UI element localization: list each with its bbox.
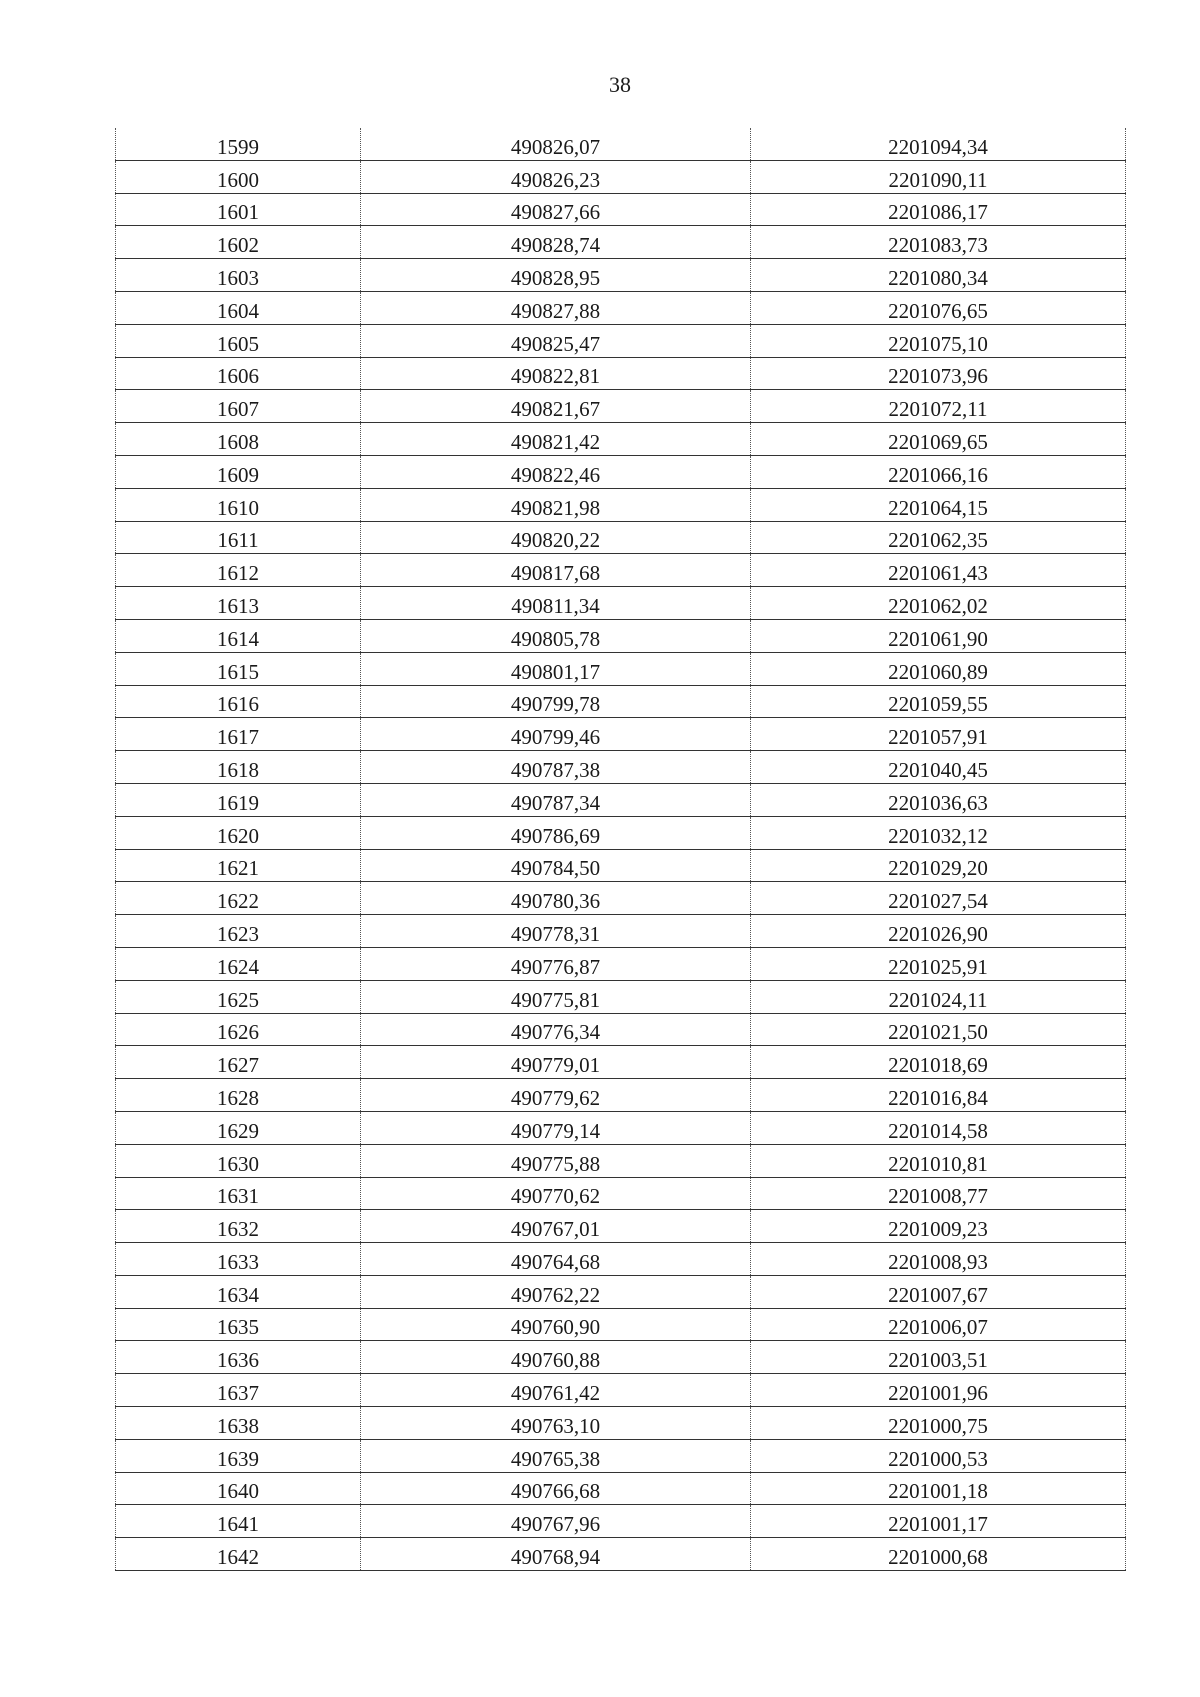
- y-coordinate-cell: 2201072,11: [751, 390, 1126, 423]
- x-coordinate-cell: 490768,94: [361, 1538, 751, 1571]
- point-number-cell: 1631: [116, 1177, 361, 1210]
- point-number-cell: 1622: [116, 882, 361, 915]
- point-number-cell: 1600: [116, 160, 361, 193]
- y-coordinate-cell: 2201001,96: [751, 1374, 1126, 1407]
- point-number-cell: 1613: [116, 587, 361, 620]
- table-row: [116, 652, 1126, 685]
- y-coordinate-cell: 2201066,16: [751, 455, 1126, 488]
- x-coordinate-cell: 490766,68: [361, 1472, 751, 1505]
- y-coordinate-cell: 2201080,34: [751, 259, 1126, 292]
- table-row: [116, 160, 1126, 193]
- table-row: [116, 1275, 1126, 1308]
- y-coordinate-cell: 2201006,07: [751, 1308, 1126, 1341]
- point-number-cell: 1628: [116, 1079, 361, 1112]
- x-coordinate-cell: 490775,88: [361, 1144, 751, 1177]
- page-number: 38: [609, 72, 631, 97]
- table-row: [116, 1144, 1126, 1177]
- table-row: [116, 1013, 1126, 1046]
- coordinates-table: [115, 128, 1126, 1571]
- x-coordinate-cell: 490822,46: [361, 455, 751, 488]
- table-row: [116, 423, 1126, 456]
- x-coordinate-cell: 490826,23: [361, 160, 751, 193]
- table-row: [116, 783, 1126, 816]
- table-row: [116, 1210, 1126, 1243]
- point-number-cell: 1619: [116, 783, 361, 816]
- table-row: [116, 1538, 1126, 1571]
- y-coordinate-cell: 2201086,17: [751, 193, 1126, 226]
- x-coordinate-cell: 490828,74: [361, 226, 751, 259]
- x-coordinate-cell: 490767,96: [361, 1505, 751, 1538]
- x-coordinate-cell: 490811,34: [361, 587, 751, 620]
- point-number-cell: 1615: [116, 652, 361, 685]
- x-coordinate-cell: 490761,42: [361, 1374, 751, 1407]
- table-row: [116, 718, 1126, 751]
- table-row: [116, 357, 1126, 390]
- y-coordinate-cell: 2201069,65: [751, 423, 1126, 456]
- table-row: [116, 947, 1126, 980]
- y-coordinate-cell: 2201090,11: [751, 160, 1126, 193]
- x-coordinate-cell: 490799,78: [361, 685, 751, 718]
- y-coordinate-cell: 2201036,63: [751, 783, 1126, 816]
- point-number-cell: 1604: [116, 291, 361, 324]
- point-number-cell: 1602: [116, 226, 361, 259]
- point-number-cell: 1611: [116, 521, 361, 554]
- y-coordinate-cell: 2201061,90: [751, 619, 1126, 652]
- y-coordinate-cell: 2201062,35: [751, 521, 1126, 554]
- table-row: [116, 455, 1126, 488]
- table-row: [116, 980, 1126, 1013]
- point-number-cell: 1601: [116, 193, 361, 226]
- y-coordinate-cell: 2201076,65: [751, 291, 1126, 324]
- point-number-cell: 1642: [116, 1538, 361, 1571]
- y-coordinate-cell: 2201059,55: [751, 685, 1126, 718]
- x-coordinate-cell: 490801,17: [361, 652, 751, 685]
- point-number-cell: 1603: [116, 259, 361, 292]
- point-number-cell: 1614: [116, 619, 361, 652]
- table-row: [116, 390, 1126, 423]
- y-coordinate-cell: 2201027,54: [751, 882, 1126, 915]
- y-coordinate-cell: 2201083,73: [751, 226, 1126, 259]
- x-coordinate-cell: 490821,42: [361, 423, 751, 456]
- y-coordinate-cell: 2201018,69: [751, 1046, 1126, 1079]
- x-coordinate-cell: 490786,69: [361, 816, 751, 849]
- table-row: [116, 1341, 1126, 1374]
- point-number-cell: 1624: [116, 947, 361, 980]
- table-row: [116, 554, 1126, 587]
- point-number-cell: 1617: [116, 718, 361, 751]
- y-coordinate-cell: 2201094,34: [751, 128, 1126, 160]
- point-number-cell: 1621: [116, 849, 361, 882]
- y-coordinate-cell: 2201021,50: [751, 1013, 1126, 1046]
- x-coordinate-cell: 490805,78: [361, 619, 751, 652]
- y-coordinate-cell: 2201060,89: [751, 652, 1126, 685]
- x-coordinate-cell: 490779,62: [361, 1079, 751, 1112]
- y-coordinate-cell: 2201000,75: [751, 1407, 1126, 1440]
- x-coordinate-cell: 490776,34: [361, 1013, 751, 1046]
- x-coordinate-cell: 490787,34: [361, 783, 751, 816]
- table-row: [116, 193, 1126, 226]
- y-coordinate-cell: 2201016,84: [751, 1079, 1126, 1112]
- table-row: [116, 587, 1126, 620]
- table-row: [116, 816, 1126, 849]
- y-coordinate-cell: 2201014,58: [751, 1111, 1126, 1144]
- x-coordinate-cell: 490778,31: [361, 915, 751, 948]
- y-coordinate-cell: 2201029,20: [751, 849, 1126, 882]
- y-coordinate-cell: 2201000,68: [751, 1538, 1126, 1571]
- y-coordinate-cell: 2201057,91: [751, 718, 1126, 751]
- y-coordinate-cell: 2201000,53: [751, 1439, 1126, 1472]
- y-coordinate-cell: 2201026,90: [751, 915, 1126, 948]
- point-number-cell: 1606: [116, 357, 361, 390]
- table-row: [116, 882, 1126, 915]
- x-coordinate-cell: 490770,62: [361, 1177, 751, 1210]
- x-coordinate-cell: 490821,98: [361, 488, 751, 521]
- table-row: [116, 1374, 1126, 1407]
- table-row: [116, 1308, 1126, 1341]
- table-row: [116, 1111, 1126, 1144]
- table-row: [116, 915, 1126, 948]
- point-number-cell: 1636: [116, 1341, 361, 1374]
- y-coordinate-cell: 2201032,12: [751, 816, 1126, 849]
- point-number-cell: 1637: [116, 1374, 361, 1407]
- coordinates-table-body: [116, 128, 1126, 1571]
- table-row: [116, 751, 1126, 784]
- table-row: [116, 685, 1126, 718]
- x-coordinate-cell: 490763,10: [361, 1407, 751, 1440]
- point-number-cell: 1610: [116, 488, 361, 521]
- table-row: [116, 1046, 1126, 1079]
- point-number-cell: 1641: [116, 1505, 361, 1538]
- x-coordinate-cell: 490779,14: [361, 1111, 751, 1144]
- y-coordinate-cell: 2201075,10: [751, 324, 1126, 357]
- x-coordinate-cell: 490775,81: [361, 980, 751, 1013]
- x-coordinate-cell: 490821,67: [361, 390, 751, 423]
- point-number-cell: 1612: [116, 554, 361, 587]
- y-coordinate-cell: 2201003,51: [751, 1341, 1126, 1374]
- point-number-cell: 1620: [116, 816, 361, 849]
- y-coordinate-cell: 2201024,11: [751, 980, 1126, 1013]
- y-coordinate-cell: 2201001,17: [751, 1505, 1126, 1538]
- x-coordinate-cell: 490827,88: [361, 291, 751, 324]
- x-coordinate-cell: 490765,38: [361, 1439, 751, 1472]
- y-coordinate-cell: 2201064,15: [751, 488, 1126, 521]
- x-coordinate-cell: 490779,01: [361, 1046, 751, 1079]
- table-row: [116, 1472, 1126, 1505]
- table-row: [116, 1243, 1126, 1276]
- x-coordinate-cell: 490760,90: [361, 1308, 751, 1341]
- point-number-cell: 1605: [116, 324, 361, 357]
- x-coordinate-cell: 490787,38: [361, 751, 751, 784]
- x-coordinate-cell: 490820,22: [361, 521, 751, 554]
- x-coordinate-cell: 490767,01: [361, 1210, 751, 1243]
- table-row: [116, 1505, 1126, 1538]
- x-coordinate-cell: 490826,07: [361, 128, 751, 160]
- point-number-cell: 1638: [116, 1407, 361, 1440]
- y-coordinate-cell: 2201073,96: [751, 357, 1126, 390]
- y-coordinate-cell: 2201008,77: [751, 1177, 1126, 1210]
- y-coordinate-cell: 2201061,43: [751, 554, 1126, 587]
- point-number-cell: 1607: [116, 390, 361, 423]
- x-coordinate-cell: 490776,87: [361, 947, 751, 980]
- point-number-cell: 1608: [116, 423, 361, 456]
- point-number-cell: 1599: [116, 128, 361, 160]
- point-number-cell: 1618: [116, 751, 361, 784]
- point-number-cell: 1626: [116, 1013, 361, 1046]
- y-coordinate-cell: 2201001,18: [751, 1472, 1126, 1505]
- point-number-cell: 1634: [116, 1275, 361, 1308]
- table-row: [116, 291, 1126, 324]
- x-coordinate-cell: 490827,66: [361, 193, 751, 226]
- table-row: [116, 324, 1126, 357]
- y-coordinate-cell: 2201009,23: [751, 1210, 1126, 1243]
- table-row: [116, 1407, 1126, 1440]
- x-coordinate-cell: 490822,81: [361, 357, 751, 390]
- point-number-cell: 1609: [116, 455, 361, 488]
- table-row: [116, 259, 1126, 292]
- table-row: [116, 619, 1126, 652]
- x-coordinate-cell: 490825,47: [361, 324, 751, 357]
- x-coordinate-cell: 490760,88: [361, 1341, 751, 1374]
- table-row: [116, 226, 1126, 259]
- point-number-cell: 1632: [116, 1210, 361, 1243]
- x-coordinate-cell: 490780,36: [361, 882, 751, 915]
- point-number-cell: 1639: [116, 1439, 361, 1472]
- point-number-cell: 1640: [116, 1472, 361, 1505]
- table-row: [116, 849, 1126, 882]
- x-coordinate-cell: 490828,95: [361, 259, 751, 292]
- point-number-cell: 1623: [116, 915, 361, 948]
- x-coordinate-cell: 490762,22: [361, 1275, 751, 1308]
- x-coordinate-cell: 490784,50: [361, 849, 751, 882]
- y-coordinate-cell: 2201008,93: [751, 1243, 1126, 1276]
- x-coordinate-cell: 490764,68: [361, 1243, 751, 1276]
- table-row: [116, 521, 1126, 554]
- point-number-cell: 1629: [116, 1111, 361, 1144]
- y-coordinate-cell: 2201010,81: [751, 1144, 1126, 1177]
- point-number-cell: 1627: [116, 1046, 361, 1079]
- point-number-cell: 1625: [116, 980, 361, 1013]
- table-row: [116, 1079, 1126, 1112]
- table-row: [116, 128, 1126, 160]
- table-row: [116, 1177, 1126, 1210]
- x-coordinate-cell: 490799,46: [361, 718, 751, 751]
- y-coordinate-cell: 2201025,91: [751, 947, 1126, 980]
- y-coordinate-cell: 2201007,67: [751, 1275, 1126, 1308]
- point-number-cell: 1633: [116, 1243, 361, 1276]
- y-coordinate-cell: 2201040,45: [751, 751, 1126, 784]
- table-row: [116, 488, 1126, 521]
- y-coordinate-cell: 2201062,02: [751, 587, 1126, 620]
- point-number-cell: 1616: [116, 685, 361, 718]
- point-number-cell: 1630: [116, 1144, 361, 1177]
- point-number-cell: 1635: [116, 1308, 361, 1341]
- x-coordinate-cell: 490817,68: [361, 554, 751, 587]
- table-row: [116, 1439, 1126, 1472]
